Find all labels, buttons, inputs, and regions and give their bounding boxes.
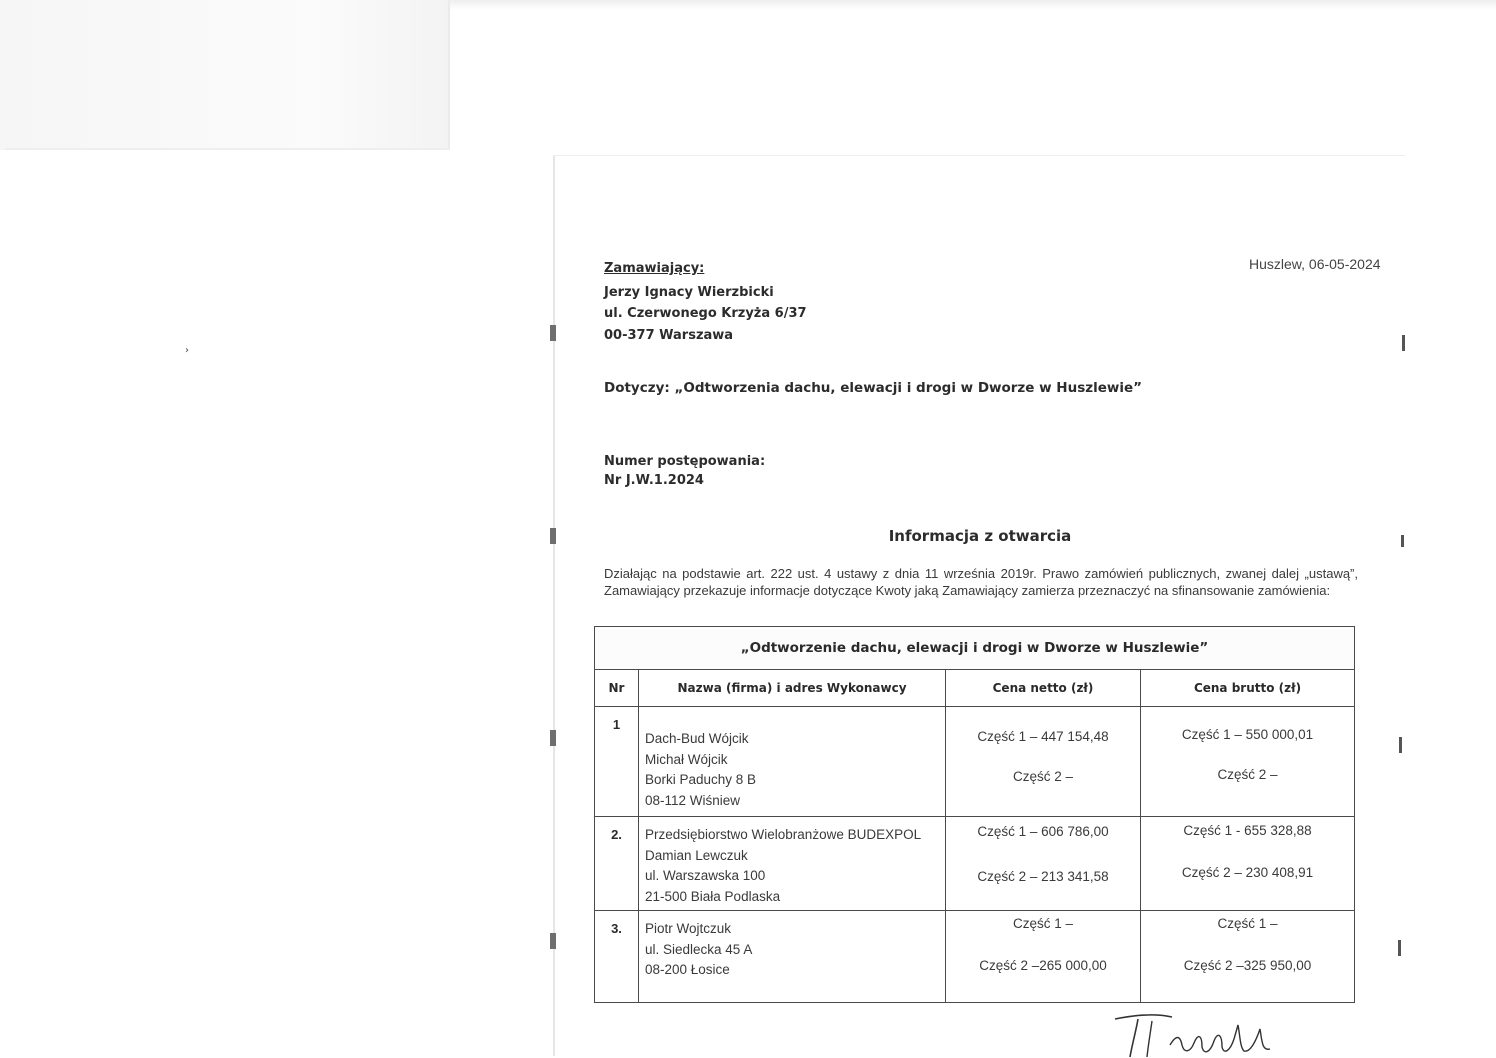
table-row [595, 817, 1355, 911]
document-date: Huszlew, 06-05-2024 [1249, 256, 1381, 272]
net-price-cell [946, 707, 1141, 817]
net-price-part-2: Część 2 –265 000,00 [979, 958, 1107, 973]
signature-stroke [1147, 1021, 1152, 1057]
contractor-line: ul. Siedlecka 45 A [645, 941, 753, 957]
contractor-line: Damian Lewczuk [645, 847, 748, 863]
binder-hole [1398, 940, 1401, 956]
column-header-contractor: Nazwa (firma) i adres Wykonawcy [639, 670, 946, 707]
contractor-line: ul. Warszawska 100 [645, 868, 766, 883]
procedure-number: Nr J.W.1.2024 [604, 473, 704, 488]
binder-hole [1399, 737, 1402, 753]
table-row [595, 911, 1355, 1003]
gross-price-part-2: Część 2 – [1217, 767, 1278, 782]
gross-price-cell [1141, 817, 1355, 911]
gross-price-part-2: Część 2 – 230 408,91 [1181, 865, 1314, 880]
binder-hole [550, 528, 556, 544]
scan-shadow [0, 0, 450, 150]
gross-price-part-1: Część 1 – 550 000,01 [1181, 727, 1314, 742]
subject-line: Dotyczy: „Odtworzenia dachu, elewacji i drogi w Dworze w Huszlewie” [604, 380, 1143, 396]
contractor-cell [639, 707, 946, 817]
column-header-nr: Nr [595, 670, 639, 707]
binder-hole [550, 933, 556, 949]
contractor-line: Dach-Bud Wójcik [645, 731, 749, 746]
net-price-cell [946, 911, 1141, 1003]
contractor-line: Przedsiębiorstwo Wielobranżowe BUDEXPOL [645, 827, 922, 842]
binder-hole [1401, 535, 1404, 547]
intro-paragraph: Działając na podstawie art. 222 ust. 4 ustawy z dnia 11 września 2019r. Prawo zamówień publicznych, zwanej dalej „ustawą”, Zamawiający przekazuje informacje dotyczące Kwoty jaką Zamawiający zamierza przeznaczyć na sfinansowanie zamówienia: [604, 566, 1358, 598]
contractor-line: 08-200 Łosice [645, 962, 730, 977]
binder-hole [1402, 335, 1405, 351]
gross-price-part-2: Część 2 –325 950,00 [1183, 958, 1312, 973]
contractor-line: 08-112 Wiśniew [645, 792, 741, 808]
handwritten-signature [1110, 1005, 1300, 1058]
signature-stroke [1115, 1015, 1172, 1019]
ordering-party-name: Jerzy Ignacy Wierzbicki [604, 285, 774, 300]
net-price-part-1: Część 1 – 606 786,00 [977, 824, 1109, 839]
gross-price-part-1: Część 1 – [1217, 916, 1278, 931]
ordering-party-street: ul. Czerwonego Krzyża 6/37 [604, 306, 807, 321]
binder-hole [550, 325, 556, 341]
signature-stroke [1130, 1019, 1138, 1057]
ordering-party-label: Zamawiający: [604, 261, 705, 276]
contractor-line: Borki Paduchy 8 B [645, 772, 757, 787]
contractor-line: 21-500 Biała Podlaska [645, 888, 781, 904]
contractor-line: Michał Wójcik [645, 751, 728, 767]
column-header-gross-price: Cena brutto (zł) [1141, 670, 1355, 707]
contractor-line: Piotr Wojtczuk [645, 921, 732, 936]
column-header-net-price: Cena netto (zł) [946, 670, 1141, 707]
net-price-part-2: Część 2 – [1012, 769, 1074, 784]
document-heading: Informacja z otwarcia [888, 527, 1072, 545]
gross-price-cell [1141, 911, 1355, 1003]
procedure-label: Numer postępowania: [604, 454, 766, 469]
ordering-party-city: 00-377 Warszawa [604, 328, 734, 343]
gross-price-cell [1141, 707, 1355, 817]
binder-hole [550, 730, 556, 746]
table-row [595, 707, 1355, 817]
net-price-part-1: Część 1 – 447 154,48 [977, 729, 1109, 744]
row-number: 1 [595, 707, 639, 817]
scan-fold-line [448, 0, 450, 150]
row-number: 2. [595, 817, 639, 911]
contractor-cell [639, 817, 946, 911]
offers-table [594, 626, 1355, 1003]
table-caption: „Odtworzenie dachu, elewacji i drogi w Dworze w Huszlewie” [595, 627, 1355, 670]
net-price-part-2: Część 2 – 213 341,58 [977, 869, 1109, 884]
gross-price-part-1: Część 1 - 655 328,88 [1183, 823, 1312, 838]
contractor-cell [639, 911, 946, 1003]
scan-fold-line [5, 148, 450, 150]
net-price-part-1: Część 1 – [1012, 916, 1074, 931]
stray-mark: › [185, 345, 189, 356]
signature-stroke [1170, 1025, 1270, 1052]
net-price-cell [946, 817, 1141, 911]
row-number: 3. [595, 911, 639, 1003]
